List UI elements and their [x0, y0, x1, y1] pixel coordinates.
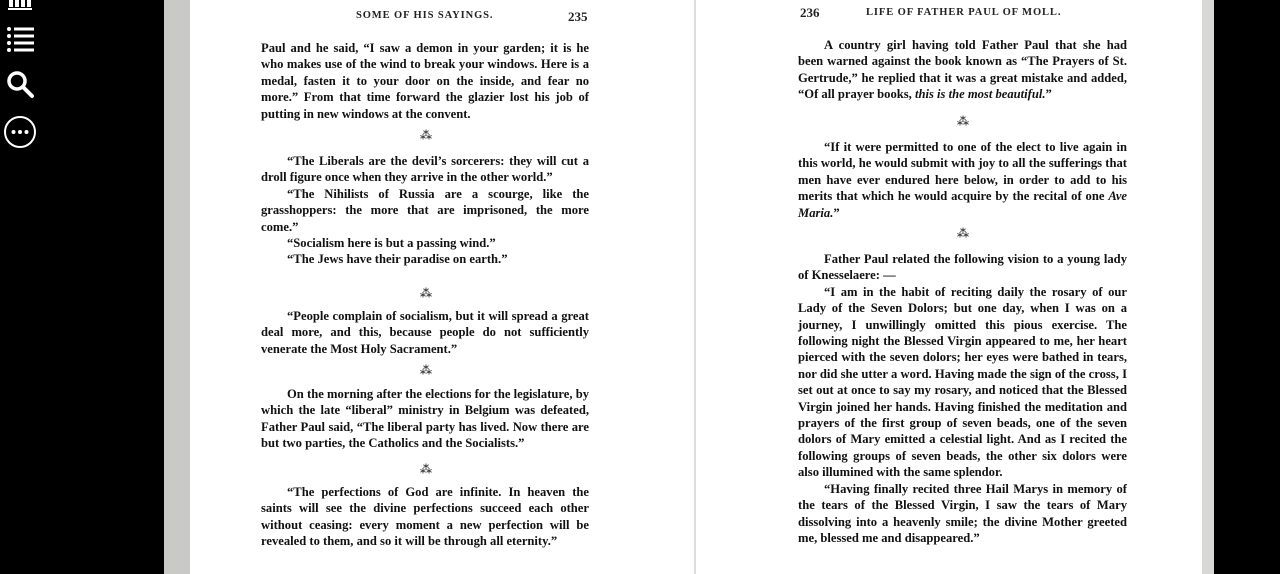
more-icon	[3, 115, 37, 149]
paragraph-text: “The Jews have their paradise on earth.”	[287, 252, 508, 267]
library-button[interactable]	[2, 0, 38, 18]
toc-icon	[5, 23, 35, 53]
running-header: SOME OF HIS SAYINGS.	[356, 10, 494, 21]
italic-text: Ave Maria.	[798, 189, 1128, 220]
library-icon	[5, 0, 35, 15]
paragraph	[261, 308, 589, 357]
paragraph-text: “I am in the habit of reciting daily the rosary of our Lady of the Seven Dolors; but one day, when I was on a journey, I unwillingly omitted this pious exercise. The following night the Blessed Virgin appeared to me, her heart pierced with the seven dolors; her eyes were bathed in tears, nor did she utter a word. Having made the sign of the cross, I set out at once to say my rosary, and noticed that the Blessed Virgin joined her hands. Having finished the meditation and prayers of the first group of seven beads, one of the seven dolors of Mary emitted a celestial light. And as I recited the following groups of seven beads, the other six dolors were also illumined with the same splendor.	[798, 284, 1127, 480]
text-run: A country girl having told Father Paul that she had been warned against the book known as “The Prayers of St. Gertrude,” he replied that it was a great mistake and added, “Of all prayer books,	[798, 38, 1127, 102]
paragraph-text: “Socialism here is but a passing wind.”	[287, 236, 496, 251]
section-ornament: ⁂	[957, 114, 969, 128]
page-number: 235	[568, 9, 588, 24]
paragraph	[261, 153, 589, 268]
more-button[interactable]	[2, 114, 38, 150]
paragraph	[261, 484, 589, 550]
search-icon	[5, 69, 35, 99]
paragraph-text	[798, 37, 1127, 103]
section-ornament: ⁂	[420, 286, 432, 300]
text-run: ”	[1045, 87, 1052, 102]
reader-sidebar	[0, 0, 164, 574]
italic-text: this is the most beautiful.	[914, 87, 1046, 102]
text-run: ”	[833, 205, 840, 220]
text-run: “If it were permitted to one of the elect to live again in this world, he would submit with joy to all the sufferings that men have ever endured here below, in order to add to his merits that which he would acquire by the recital of one	[798, 140, 1127, 204]
section-ornament: ⁂	[420, 462, 432, 476]
right-page	[696, 0, 1202, 574]
paragraph	[798, 139, 1127, 221]
paragraph-text: “The perfections of God are infinite. In heaven the saints will see the divine perfections succeed each other without ceasing: every moment a new perfection will be revealed to them, and so it will be through all eternity.”	[261, 485, 589, 549]
paragraph-text: “Having finally recited three Hail Marys in memory of the tears of the Blessed Virgin, I saw the tears of Mary dissolving into a heavenly smile; the divine Mother greeted me, blessed me and disappeared.”	[798, 481, 1127, 545]
paragraph-text: Paul and he said, “I saw a demon in your garden; it is he who makes use of the wind to break your windows. Here is a medal, fasten it to your door on the inside, and fear no more.” From that time forward the glazier lost his job of putting in new windows at the convent.	[261, 41, 589, 121]
section-ornament: ⁂	[420, 128, 432, 142]
paragraph-text: On the morning after the elections for the legislature, by which the late “liberal” ministry in Belgium was defeated, Father Paul said, “The liberal party has lived. Now there are but two parties, the Catholics and the Socialists.”	[261, 387, 589, 451]
paragraph-text	[798, 139, 1127, 221]
section-ornament: ⁂	[420, 363, 432, 377]
paragraph	[261, 40, 589, 122]
section-ornament: ⁂	[957, 226, 969, 240]
paragraph	[261, 386, 589, 452]
paragraph-text: “The Nihilists of Russia are a scourge, like the grasshoppers: the more that are imprisoned, the more come.”	[261, 186, 589, 234]
right-margin	[1214, 0, 1280, 574]
paragraph	[798, 37, 1127, 103]
left-page	[190, 0, 694, 574]
paragraph-text: “The Liberals are the devil’s sorcerers: they will cut a droll figure once when they arrive in the other world.”	[261, 154, 589, 185]
paragraph-text: “People complain of socialism, but it will spread a great deal more, and this, because people do not sufficiently venerate the Most Holy Sacrament.”	[261, 309, 589, 356]
search-button[interactable]	[2, 66, 38, 102]
toc-button[interactable]	[2, 20, 38, 56]
page-edge	[1202, 0, 1214, 574]
paragraph	[798, 251, 1127, 546]
running-header: LIFE OF FATHER PAUL OF MOLL.	[866, 7, 1062, 18]
paragraph-text: Father Paul related the following vision to a young lady of Knesselaere: —	[798, 252, 1127, 283]
page-number: 236	[800, 5, 820, 20]
